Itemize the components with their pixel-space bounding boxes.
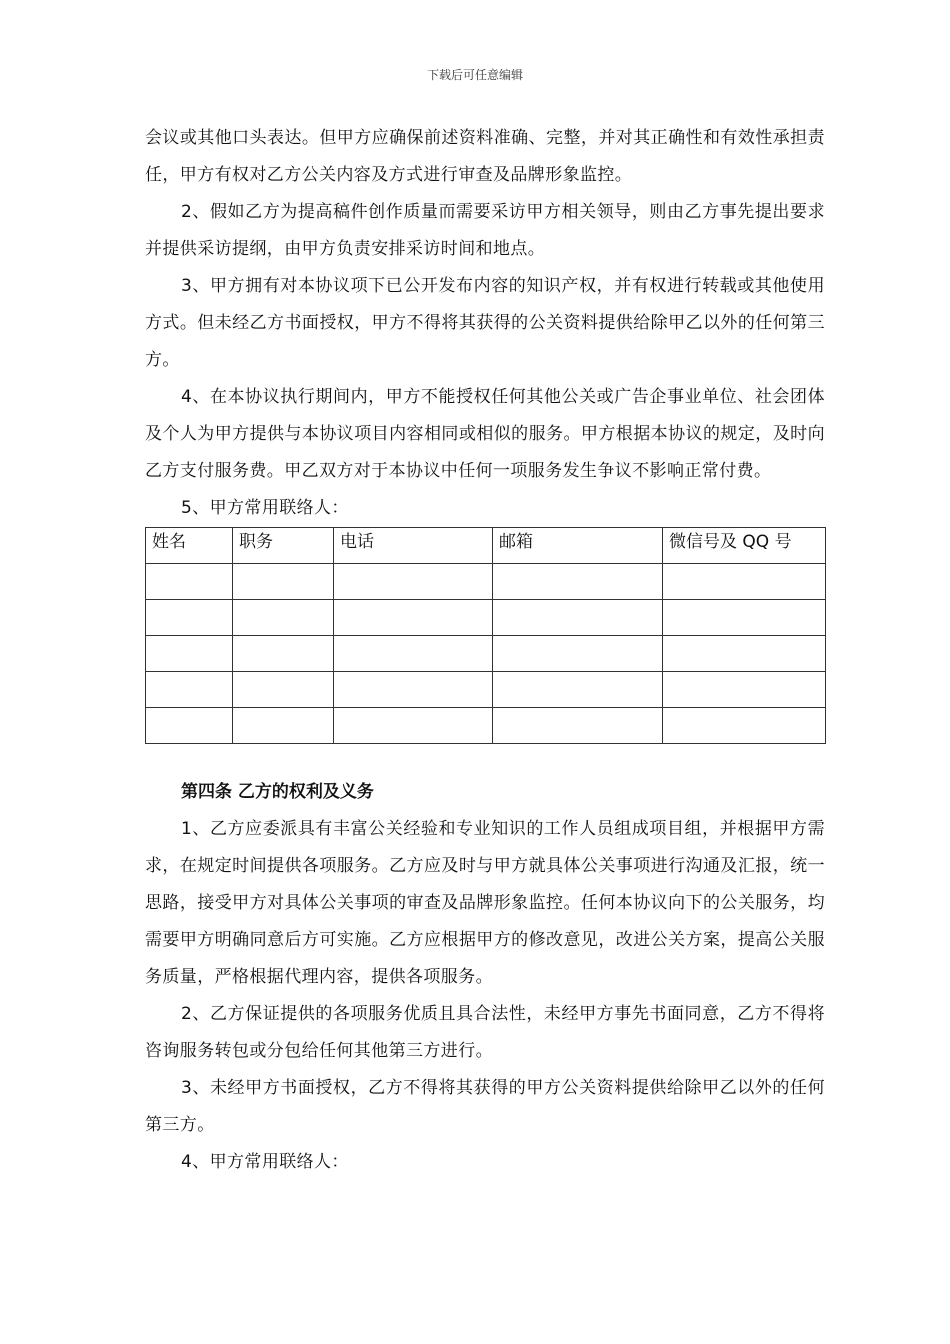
table-cell[interactable] [233,600,334,636]
paragraph: 3、甲方拥有对本协议项下已公开发布内容的知识产权，并有权进行转载或其他使用方式。但未经乙方书面授权，甲方不得将其获得的公关资料提供给除甲乙以外的任何第三方。 [145,276,825,370]
table-cell[interactable] [146,708,233,744]
table-row [146,672,826,708]
section-title: 第四条 乙方的权利及义务 [181,782,374,802]
table-cell[interactable] [233,672,334,708]
table-header-cell: 电话 [334,528,493,564]
table-cell[interactable] [663,564,826,600]
table-cell[interactable] [663,672,826,708]
paragraph: 4、在本协议执行期间内，甲方不能授权任何其他公关或广告企事业单位、社会团体及个人为甲方提供与本协议项目内容相同或相似的服务。甲方根据本协议的规定，及时向乙方支付服务费。甲乙双方对于本协议中任何一项服务发生争议不影响正常付费。 [145,387,825,481]
table-row [146,564,826,600]
paragraph: 2、假如乙方为提高稿件创作质量而需要采访甲方相关领导，则由乙方事先提出要求并提供采访提纲，由甲方负责安排采访时间和地点。 [145,202,825,259]
paragraph: 5、甲方常用联络人： [181,498,349,518]
table-cell[interactable] [493,600,663,636]
table-cell[interactable] [233,708,334,744]
table-cell[interactable] [493,564,663,600]
table-cell[interactable] [146,600,233,636]
paragraph: 1、乙方应委派具有丰富公关经验和专业知识的工作人员组成项目组，并根据甲方需求，在规定时间提供各项服务。乙方应及时与甲方就具体公关事项进行沟通及汇报，统一思路，接受甲方对具体公关事项的审查及品牌形象监控。任何本协议向下的公关服务，均需要甲方明确同意后方可实施。乙方应根据甲方的修改意见，改进公关方案，提高公关服务质量，严格根据代理内容，提供各项服务。 [145,819,825,987]
table-row [146,708,826,744]
table-header-cell: 微信号及 QQ 号 [663,528,826,564]
table-row [146,600,826,636]
table-header-cell: 姓名 [146,528,233,564]
contact-table [145,527,826,744]
table-header-cell: 职务 [233,528,334,564]
table-cell[interactable] [334,564,493,600]
table-cell[interactable] [493,708,663,744]
paragraph: 3、未经甲方书面授权，乙方不得将其获得的甲方公关资料提供给除甲乙以外的任何第三方。 [145,1078,825,1135]
table-cell[interactable] [146,564,233,600]
header-note: 下载后可任意编辑 [426,68,523,82]
table-cell[interactable] [233,564,334,600]
table-cell[interactable] [334,636,493,672]
table-row [146,636,826,672]
table-cell[interactable] [493,636,663,672]
table-cell[interactable] [146,636,233,672]
document-body [145,120,825,1181]
table-header-cell: 邮箱 [493,528,663,564]
table-header-row [146,528,826,564]
table-cell[interactable] [334,672,493,708]
table-cell[interactable] [663,708,826,744]
paragraph: 会议或其他口头表达。但甲方应确保前述资料准确、完整，并对其正确性和有效性承担责任，甲方有权对乙方公关内容及方式进行审查及品牌形象监控。 [145,128,825,185]
table-cell[interactable] [493,672,663,708]
table-cell[interactable] [233,636,334,672]
table-cell[interactable] [334,600,493,636]
table-cell[interactable] [663,600,826,636]
table-cell[interactable] [146,672,233,708]
table-cell[interactable] [663,636,826,672]
paragraph: 4、甲方常用联络人： [181,1152,349,1172]
table-cell[interactable] [334,708,493,744]
paragraph: 2、乙方保证提供的各项服务优质且具合法性，未经甲方事先书面同意，乙方不得将咨询服务转包或分包给任何其他第三方进行。 [145,1004,825,1061]
